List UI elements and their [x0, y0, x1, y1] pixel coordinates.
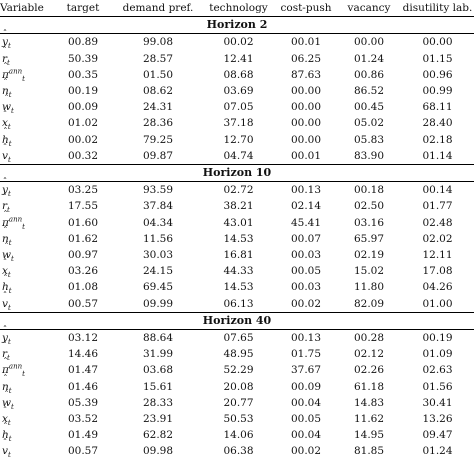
cell-vacancy: 00.86 [353, 68, 385, 81]
cell-target: 00.57 [67, 445, 99, 458]
variable-subscript: t [7, 419, 11, 428]
variable-subscript: t [7, 271, 11, 280]
variable-subscript: t [7, 354, 10, 363]
table-row [0, 263, 474, 279]
variable-letter: ˆ π [2, 215, 9, 231]
variable-subscript: t [8, 287, 12, 296]
variable-subscript: t [7, 58, 10, 67]
cell-target: 00.97 [67, 249, 99, 262]
cell-demand-pref: 37.84 [142, 200, 174, 213]
cell-technology: 03.69 [223, 85, 254, 98]
cell-disutility-lab: 09.47 [422, 429, 453, 442]
cell-disutility-lab: 00.00 [422, 36, 453, 49]
variable-subscript: t [7, 42, 11, 51]
cell-target: 03.25 [67, 184, 99, 197]
cell-cost-push: 00.03 [290, 249, 322, 262]
variable-symbol [0, 443, 52, 459]
cell-technology: 02.72 [223, 184, 254, 197]
cell-technology: 37.18 [223, 117, 254, 130]
cell-demand-pref: 62.82 [142, 429, 174, 442]
cell-demand-pref: 28.33 [142, 396, 174, 409]
cell-cost-push: 00.02 [290, 445, 322, 458]
cell-disutility-lab: 17.08 [422, 265, 453, 278]
table-row [0, 231, 474, 247]
cell-cost-push: 00.09 [290, 380, 322, 393]
table-row [0, 379, 474, 395]
cell-demand-pref: 88.64 [142, 332, 174, 345]
cell-cost-push: 00.07 [290, 232, 322, 245]
cell-cost-push: 00.13 [290, 332, 322, 345]
cell-demand-pref: 01.50 [142, 68, 174, 81]
variable-letter: ˆ n [2, 379, 9, 395]
cell-disutility-lab: 01.15 [422, 52, 453, 65]
variable-superscript: ann [8, 67, 23, 76]
variable-symbol [0, 330, 52, 347]
horizon-header-row [0, 312, 474, 329]
cell-demand-pref: 23.91 [142, 413, 174, 426]
cell-disutility-lab: 04.26 [422, 281, 453, 294]
cell-technology: 04.74 [223, 149, 254, 162]
variable-subscript: t [7, 338, 11, 347]
cell-technology: 14.53 [223, 281, 254, 294]
horizon-title: Horizon 40 [0, 312, 474, 329]
cell-target: 00.32 [67, 149, 99, 162]
variable-letter: ˆ x [2, 263, 8, 279]
cell-technology: 07.05 [223, 101, 254, 114]
cell-vacancy: 02.26 [353, 364, 385, 377]
cell-disutility-lab: 28.40 [422, 117, 453, 130]
cell-target: 03.52 [67, 413, 99, 426]
cell-cost-push: 00.00 [290, 133, 322, 146]
cell-cost-push: 06.25 [290, 52, 322, 65]
cell-disutility-lab: 00.19 [422, 332, 453, 345]
horizon-header-row [0, 17, 474, 34]
variable-letter: ˆ h [2, 279, 9, 295]
cell-disutility-lab: 00.99 [422, 85, 453, 98]
cell-cost-push: 00.05 [290, 265, 322, 278]
variable-superscript: ann [8, 362, 23, 371]
cell-cost-push: 00.01 [290, 36, 322, 49]
cell-disutility-lab: 13.26 [422, 413, 453, 426]
cell-vacancy: 82.09 [353, 297, 385, 310]
variable-subscript: t [7, 123, 11, 132]
cell-vacancy: 00.00 [353, 36, 385, 49]
cell-demand-pref: 28.57 [142, 52, 174, 65]
variable-letter: ˆ v [2, 443, 8, 459]
cell-demand-pref: 03.68 [142, 364, 174, 377]
variable-letter: ˆ r [2, 198, 7, 214]
header-row [0, 0, 474, 17]
variable-symbol [0, 182, 52, 199]
cell-cost-push: 00.00 [290, 117, 322, 130]
table-row [0, 182, 474, 199]
cell-target: 50.39 [67, 52, 99, 65]
cell-vacancy: 00.18 [353, 184, 385, 197]
header-disutility-lab: disutility lab. [402, 2, 473, 14]
cell-technology: 48.95 [223, 348, 254, 361]
cell-target: 01.08 [67, 281, 99, 294]
header-variable: Variable [0, 2, 44, 14]
variable-subscript: t [11, 402, 14, 411]
cell-demand-pref: 30.03 [142, 249, 174, 262]
variable-subscript: t [7, 190, 11, 199]
cell-vacancy: 00.28 [353, 332, 385, 345]
table-row [0, 215, 474, 231]
cell-demand-pref: 24.15 [142, 265, 174, 278]
cell-technology: 06.13 [223, 297, 254, 310]
variable-subscript: t [7, 451, 11, 460]
table-row [0, 51, 474, 67]
cell-vacancy: 00.45 [353, 101, 385, 114]
variable-letter: ˆ v [2, 148, 8, 164]
cell-cost-push: 00.13 [290, 184, 322, 197]
variable-letter: ˆ π [2, 67, 9, 83]
cell-cost-push: 00.01 [290, 149, 322, 162]
cell-disutility-lab: 00.96 [422, 68, 453, 81]
variable-subscript: t [8, 139, 12, 148]
cell-demand-pref: 08.62 [142, 85, 174, 98]
cell-disutility-lab: 02.02 [422, 232, 453, 245]
table-row [0, 99, 474, 115]
header-vacancy: vacancy [347, 2, 391, 14]
cell-vacancy: 11.80 [353, 281, 385, 294]
cell-technology: 06.38 [223, 445, 254, 458]
cell-vacancy: 02.12 [353, 348, 385, 361]
variable-letter: ˆ v [2, 296, 8, 312]
variable-subscript: t [7, 155, 11, 164]
cell-technology: 08.68 [223, 68, 254, 81]
cell-target: 01.49 [67, 429, 99, 442]
cell-vacancy: 14.95 [353, 429, 385, 442]
header-technology: technology [209, 2, 268, 14]
cell-target: 00.09 [67, 101, 99, 114]
cell-disutility-lab: 01.00 [422, 297, 453, 310]
cell-disutility-lab: 00.14 [422, 184, 453, 197]
cell-technology: 20.08 [223, 380, 254, 393]
cell-target: 01.60 [67, 216, 99, 229]
cell-vacancy: 03.16 [353, 216, 385, 229]
cell-vacancy: 65.97 [353, 232, 385, 245]
table-row [0, 247, 474, 263]
cell-technology: 12.41 [223, 52, 254, 65]
variable-symbol [0, 148, 52, 165]
cell-technology: 20.77 [223, 396, 254, 409]
horizon-title: Horizon 2 [0, 17, 474, 34]
cell-vacancy: 81.85 [353, 445, 385, 458]
table-row [0, 443, 474, 459]
cell-disutility-lab: 01.77 [422, 200, 453, 213]
cell-target: 01.47 [67, 364, 99, 377]
cell-demand-pref: 99.08 [142, 36, 174, 49]
variable-letter: ˆ y [2, 330, 8, 346]
cell-demand-pref: 79.25 [142, 133, 174, 146]
cell-vacancy: 05.02 [353, 117, 385, 130]
variable-letter: ˆ y [2, 34, 8, 50]
table-row [0, 83, 474, 99]
variable-subscript: t [11, 255, 14, 264]
cell-demand-pref: 11.56 [142, 232, 174, 245]
cell-cost-push: 00.04 [290, 429, 322, 442]
cell-cost-push: 01.75 [290, 348, 322, 361]
cell-disutility-lab: 01.14 [422, 149, 453, 162]
horizon-header-row [0, 165, 474, 182]
table-row [0, 330, 474, 347]
cell-demand-pref: 09.87 [142, 149, 174, 162]
variable-letter: ˆ n [2, 83, 9, 99]
table-row [0, 67, 474, 83]
cell-vacancy: 83.90 [353, 149, 385, 162]
cell-vacancy: 61.18 [353, 380, 385, 393]
cell-disutility-lab: 30.41 [422, 396, 453, 409]
cell-technology: 14.06 [223, 429, 254, 442]
cell-demand-pref: 09.98 [142, 445, 174, 458]
cell-vacancy: 02.50 [353, 200, 385, 213]
variable-letter: ˆ x [2, 115, 8, 131]
cell-vacancy: 05.83 [353, 133, 385, 146]
cell-demand-pref: 04.34 [142, 216, 174, 229]
variable-letter: ˆ w [2, 99, 11, 115]
cell-vacancy: 11.62 [353, 413, 385, 426]
cell-demand-pref: 93.59 [142, 184, 174, 197]
table-row [0, 296, 474, 313]
cell-vacancy: 14.83 [353, 396, 385, 409]
variable-superscript: ann [8, 215, 23, 224]
horizon-title: Horizon 10 [0, 165, 474, 182]
variable-subscript: t [22, 222, 25, 231]
variable-letter: ˆ r [2, 51, 7, 67]
variable-subscript: t [22, 370, 25, 379]
cell-technology: 12.70 [223, 133, 254, 146]
cell-target: 03.26 [67, 265, 99, 278]
cell-cost-push: 37.67 [290, 364, 322, 377]
cell-disutility-lab: 02.63 [422, 364, 453, 377]
cell-technology: 52.29 [223, 364, 254, 377]
table-row [0, 34, 474, 51]
variable-subscript: t [8, 435, 12, 444]
cell-technology: 16.81 [223, 249, 254, 262]
table-row [0, 132, 474, 148]
cell-demand-pref: 28.36 [142, 117, 174, 130]
cell-target: 01.02 [67, 117, 99, 130]
cell-technology: 44.33 [223, 265, 254, 278]
variable-subscript: t [22, 74, 25, 83]
cell-target: 17.55 [67, 200, 99, 213]
cell-demand-pref: 31.99 [142, 348, 174, 361]
table-row [0, 115, 474, 131]
variable-symbol [0, 296, 52, 313]
cell-vacancy: 01.24 [353, 52, 385, 65]
table-row [0, 395, 474, 411]
variable-letter: ˆ π [2, 362, 9, 378]
table-row [0, 148, 474, 165]
variable-letter: ˆ w [2, 247, 11, 263]
cell-target: 00.35 [67, 68, 99, 81]
table-row [0, 362, 474, 378]
cell-target: 05.39 [67, 396, 99, 409]
cell-cost-push: 45.41 [290, 216, 322, 229]
cell-cost-push: 00.04 [290, 396, 322, 409]
cell-disutility-lab: 68.11 [422, 101, 453, 114]
cell-cost-push: 00.00 [290, 101, 322, 114]
cell-demand-pref: 69.45 [142, 281, 174, 294]
variable-letter: ˆ x [2, 411, 8, 427]
cell-technology: 07.65 [223, 332, 254, 345]
variable-letter: ˆ y [2, 182, 8, 198]
header-target: target [66, 2, 100, 14]
table-row [0, 198, 474, 214]
variable-subscript: t [11, 107, 14, 116]
cell-demand-pref: 09.99 [142, 297, 174, 310]
cell-disutility-lab: 02.18 [422, 133, 453, 146]
cell-demand-pref: 24.31 [142, 101, 174, 114]
cell-technology: 00.02 [223, 36, 254, 49]
variable-symbol [0, 34, 52, 51]
cell-disutility-lab: 02.48 [422, 216, 453, 229]
variable-letter: ˆ h [2, 132, 9, 148]
variable-letter: ˆ r [2, 346, 7, 362]
cell-target: 00.02 [67, 133, 99, 146]
cell-cost-push: 87.63 [290, 68, 322, 81]
cell-target: 00.89 [67, 36, 99, 49]
cell-cost-push: 00.05 [290, 413, 322, 426]
cell-disutility-lab: 01.56 [422, 380, 453, 393]
cell-target: 01.62 [67, 232, 99, 245]
cell-demand-pref: 15.61 [142, 380, 174, 393]
cell-disutility-lab: 12.11 [422, 249, 453, 262]
variable-subscript: t [7, 303, 11, 312]
cell-target: 14.46 [67, 348, 99, 361]
cell-target: 00.19 [67, 85, 99, 98]
cell-technology: 38.21 [223, 200, 254, 213]
table-row [0, 346, 474, 362]
cell-vacancy: 15.02 [353, 265, 385, 278]
cell-technology: 50.53 [223, 413, 254, 426]
header-cost-push: cost-push [280, 2, 332, 14]
cell-cost-push: 00.02 [290, 297, 322, 310]
variable-subscript: t [8, 91, 12, 100]
cell-target: 00.57 [67, 297, 99, 310]
cell-vacancy: 86.52 [353, 85, 385, 98]
table-row [0, 427, 474, 443]
cell-cost-push: 00.00 [290, 85, 322, 98]
cell-cost-push: 02.14 [290, 200, 322, 213]
variable-subscript: t [8, 386, 12, 395]
variable-subscript: t [7, 206, 10, 215]
variable-letter: ˆ h [2, 427, 9, 443]
cell-technology: 43.01 [223, 216, 254, 229]
variable-subscript: t [8, 238, 12, 247]
cell-target: 03.12 [67, 332, 99, 345]
cell-target: 01.46 [67, 380, 99, 393]
variable-letter: ˆ w [2, 395, 11, 411]
cell-technology: 14.53 [223, 232, 254, 245]
cell-disutility-lab: 01.09 [422, 348, 453, 361]
header-demand-pref: demand pref. [122, 2, 194, 14]
table-row [0, 279, 474, 295]
cell-cost-push: 00.03 [290, 281, 322, 294]
table-row [0, 411, 474, 427]
cell-vacancy: 02.19 [353, 249, 385, 262]
table-body [0, 17, 474, 460]
cell-disutility-lab: 01.24 [422, 445, 453, 458]
variable-letter: ˆ n [2, 231, 9, 247]
